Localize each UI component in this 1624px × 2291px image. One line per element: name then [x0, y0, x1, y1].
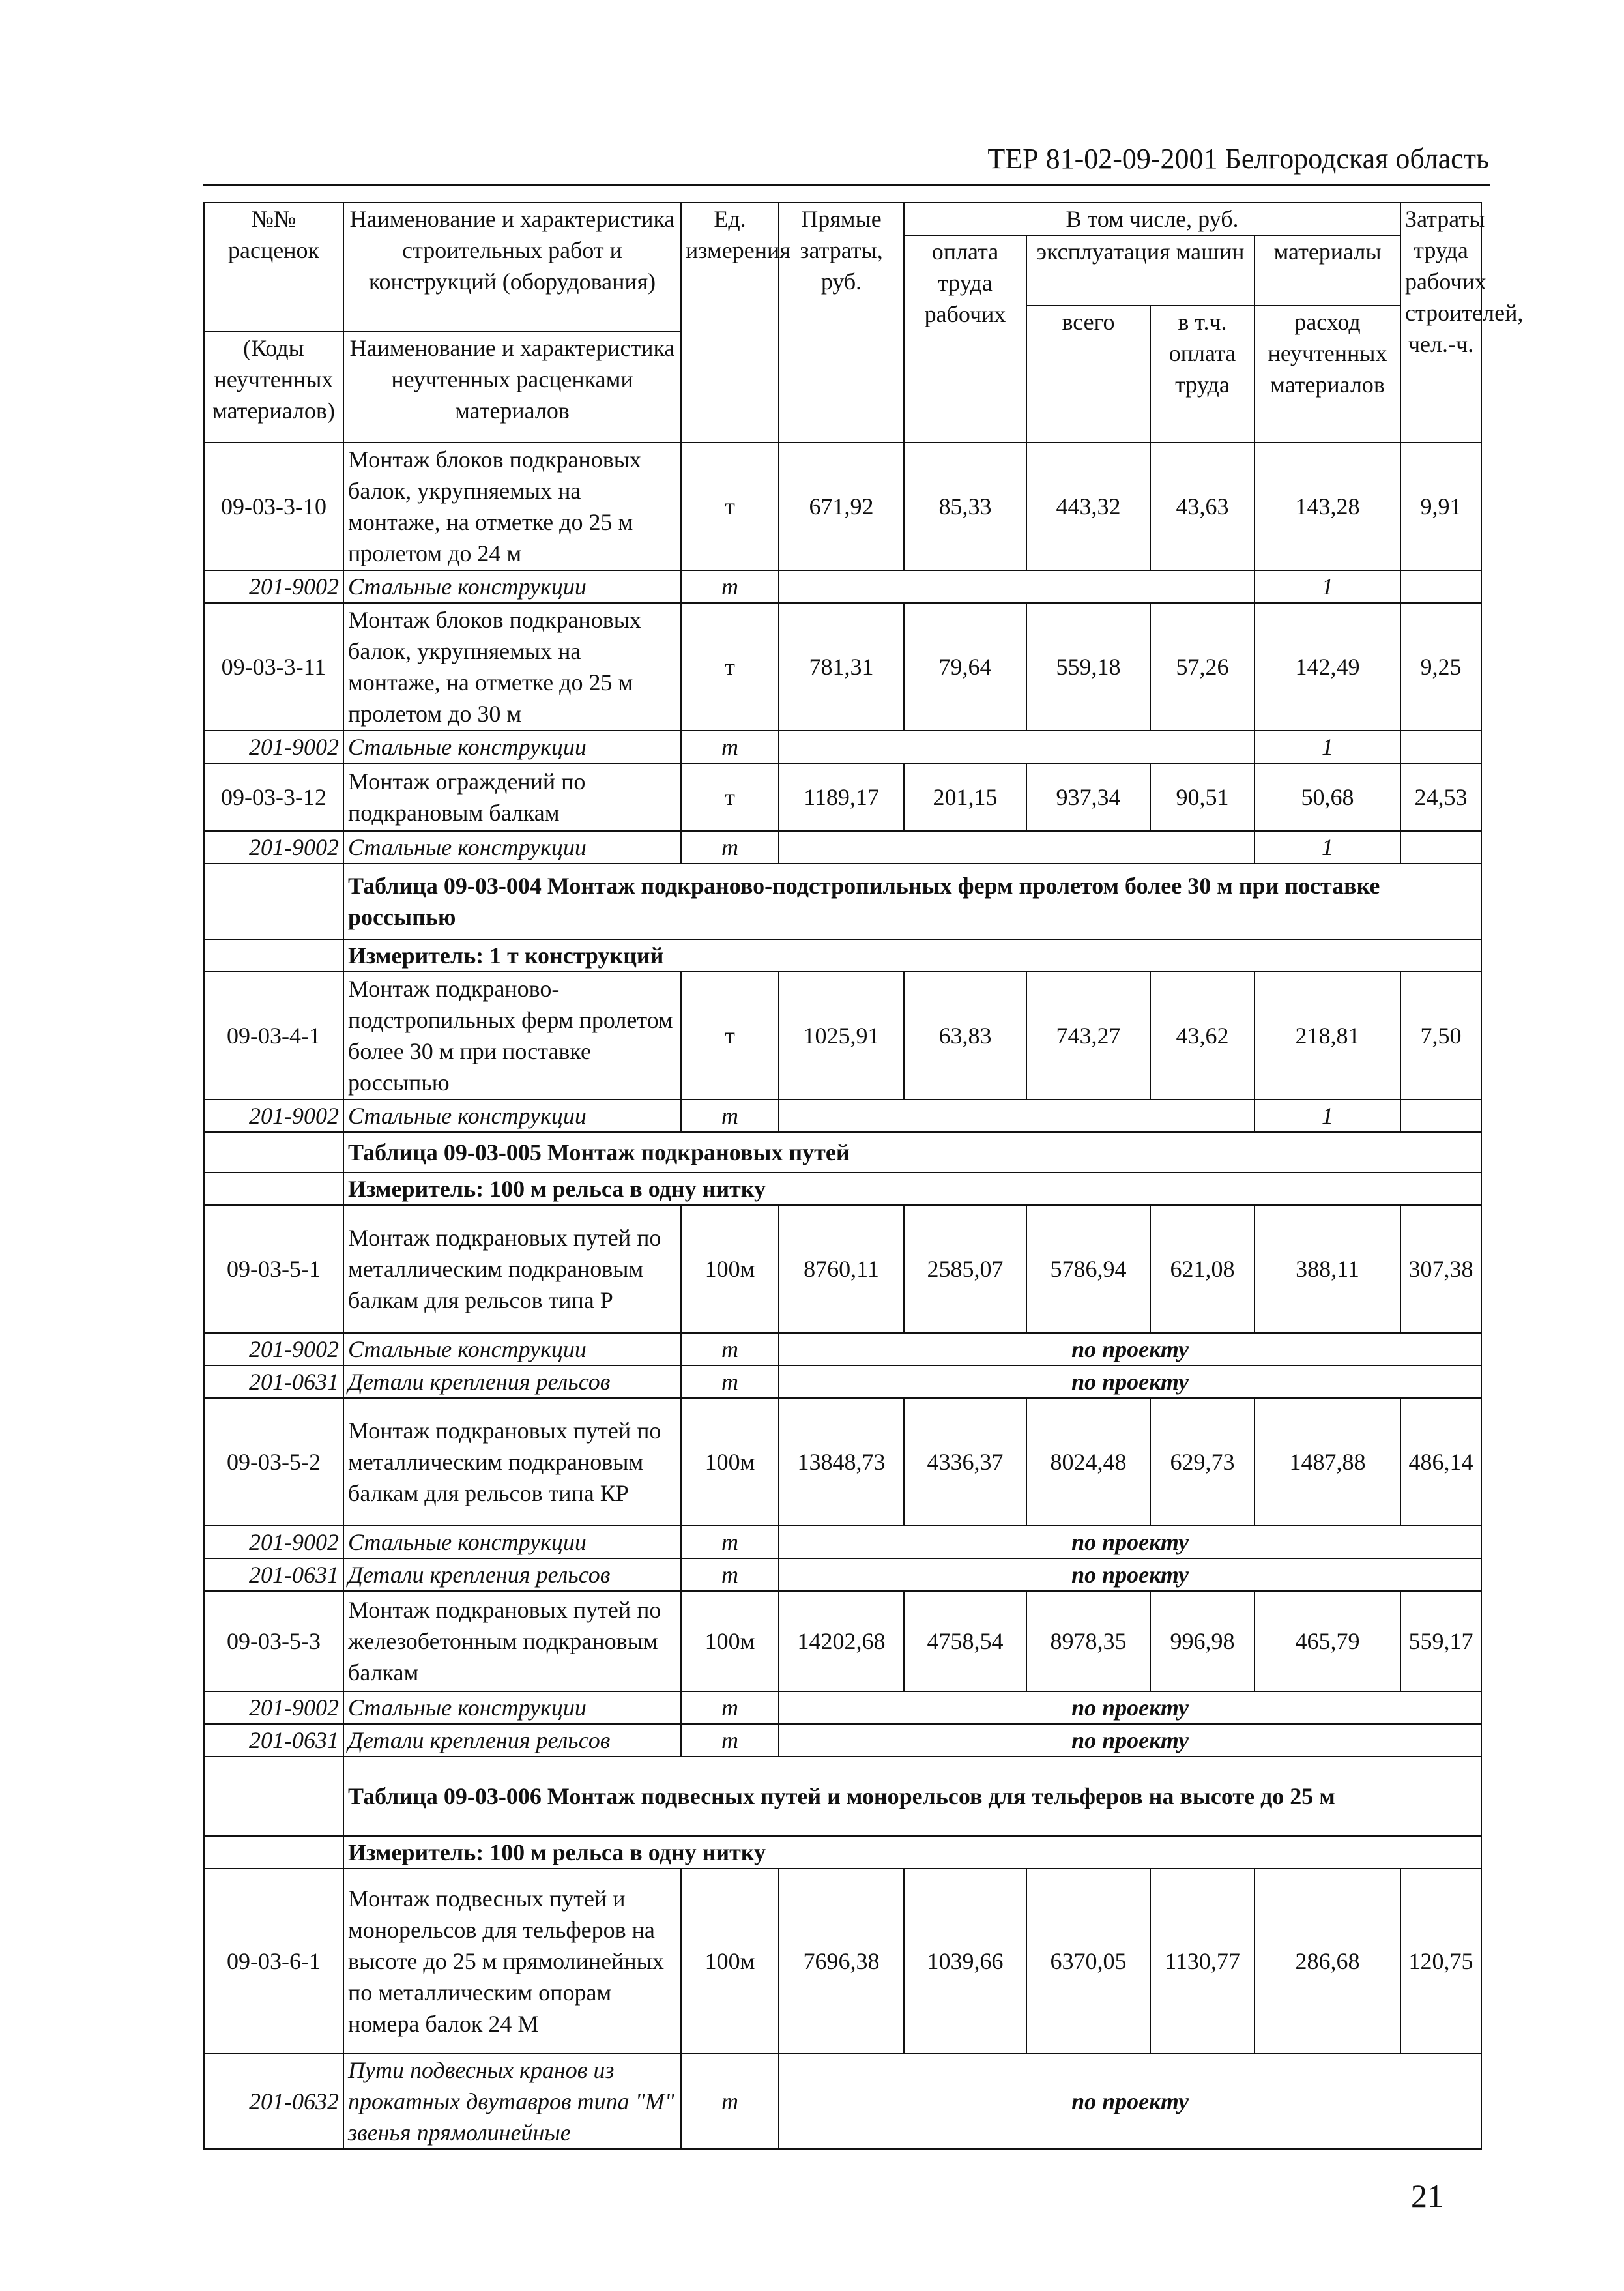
material-row [204, 1724, 1481, 1757]
rate-code: 09-03-4-1 [204, 972, 343, 1100]
value-mach: 937,34 [1026, 763, 1150, 831]
material-row [204, 831, 1481, 864]
value-direct: 1025,91 [779, 972, 904, 1100]
work-description: Монтаж подкрановых путей по железобетонным подкрановым балкам [343, 1591, 681, 1691]
material-qty: 1 [1254, 570, 1400, 603]
value-direct: 7696,38 [779, 1869, 904, 2054]
material-code: 201-9002 [204, 731, 343, 763]
material-qty: по проекту [779, 1724, 1481, 1757]
measure-unit: Измеритель: 100 м рельса в одну нитку [343, 1836, 1481, 1869]
col-header-code: №№ расценок [204, 203, 343, 332]
table-title-row [204, 1132, 1481, 1173]
value-unit: т [681, 763, 779, 831]
value-mach-wages: 57,26 [1150, 603, 1254, 731]
value-mach: 5786,94 [1026, 1205, 1150, 1333]
value-direct: 14202,68 [779, 1591, 904, 1691]
value-mach: 6370,05 [1026, 1869, 1150, 2054]
value-unit: 100м [681, 1869, 779, 2054]
value-mat: 143,28 [1254, 443, 1400, 570]
measure-unit: Измеритель: 100 м рельса в одну нитку [343, 1173, 1481, 1205]
col-header-material-codes: (Коды неучтенных материалов) [204, 332, 343, 443]
value-unit: т [681, 972, 779, 1100]
value-mat: 142,49 [1254, 603, 1400, 731]
value-wages: 201,15 [904, 763, 1026, 831]
value-wages: 79,64 [904, 603, 1026, 731]
empty-cell [779, 570, 1254, 603]
material-qty: по проекту [779, 1691, 1481, 1724]
empty-cell [204, 1173, 343, 1205]
value-mach-wages: 996,98 [1150, 1591, 1254, 1691]
col-header-unit: Ед. измерения [681, 203, 779, 443]
material-qty: по проекту [779, 2054, 1481, 2149]
empty-cell [204, 864, 343, 939]
material-name: Стальные конструкции [343, 1333, 681, 1365]
value-labor: 9,91 [1400, 443, 1481, 570]
material-qty: по проекту [779, 1365, 1481, 1398]
value-unit: 100м [681, 1398, 779, 1526]
table-row [204, 1205, 1481, 1333]
value-labor: 9,25 [1400, 603, 1481, 731]
material-unit: т [681, 1100, 779, 1132]
table-row [204, 603, 1481, 731]
empty-cell [1400, 570, 1481, 603]
value-direct: 1189,17 [779, 763, 904, 831]
rates-table [203, 202, 1524, 2150]
rate-code: 09-03-6-1 [204, 1869, 343, 2054]
material-name: Детали крепления рельсов [343, 1724, 681, 1757]
work-description: Монтаж подкрановых путей по металлическим подкрановым балкам для рельсов типа КР [343, 1398, 681, 1526]
material-qty: по проекту [779, 1526, 1481, 1558]
value-mach-wages: 629,73 [1150, 1398, 1254, 1526]
measure-row [204, 1836, 1481, 1869]
material-code: 201-0631 [204, 1365, 343, 1398]
page-number: 21 [1411, 2178, 1443, 2214]
work-description: Монтаж подкраново-подстропильных ферм пролетом более 30 м при поставке россыпью [343, 972, 681, 1100]
material-unit: т [681, 2054, 779, 2149]
value-mach: 443,32 [1026, 443, 1150, 570]
value-direct: 671,92 [779, 443, 904, 570]
value-labor: 7,50 [1400, 972, 1481, 1100]
material-row [204, 1526, 1481, 1558]
material-row [204, 1365, 1481, 1398]
col-header-material-names: Наименование и характеристика неучтенных расценками материалов [343, 332, 681, 443]
value-unit: 100м [681, 1591, 779, 1691]
material-unit: т [681, 1724, 779, 1757]
work-description: Монтаж подкрановых путей по металлическим подкрановым балкам для рельсов типа Р [343, 1205, 681, 1333]
material-row [204, 1100, 1481, 1132]
rate-code: 09-03-5-3 [204, 1591, 343, 1691]
material-unit: т [681, 1526, 779, 1558]
material-row [204, 1558, 1481, 1591]
material-qty: по проекту [779, 1333, 1481, 1365]
table-row [204, 972, 1481, 1100]
measure-row [204, 939, 1481, 972]
col-header-wages: оплата труда рабочих [904, 235, 1026, 443]
material-row [204, 1691, 1481, 1724]
rate-code: 09-03-3-12 [204, 763, 343, 831]
table-title: Таблица 09-03-006 Монтаж подвесных путей и монорельсов для тельферов на высоте до 25 м [343, 1757, 1481, 1836]
value-mat: 218,81 [1254, 972, 1400, 1100]
value-wages: 1039,66 [904, 1869, 1026, 2054]
work-description: Монтаж блоков подкрановых балок, укрупняемых на монтаже, на отметке до 25 м пролетом до 24 м [343, 443, 681, 570]
value-wages: 4336,37 [904, 1398, 1026, 1526]
col-header-labor: Затраты труда рабочих строителей, чел.-ч. [1400, 203, 1481, 443]
value-wages: 4758,54 [904, 1591, 1026, 1691]
empty-cell [1400, 831, 1481, 864]
value-mach-wages: 43,62 [1150, 972, 1254, 1100]
table-title-row [204, 1757, 1481, 1836]
material-code: 201-9002 [204, 1333, 343, 1365]
col-header-incl: В том числе, руб. [904, 203, 1400, 235]
material-unit: т [681, 1558, 779, 1591]
material-code: 201-9002 [204, 1691, 343, 1724]
material-code: 201-0632 [204, 2054, 343, 2149]
material-name: Стальные конструкции [343, 831, 681, 864]
value-labor: 486,14 [1400, 1398, 1481, 1526]
material-code: 201-0631 [204, 1558, 343, 1591]
rate-code: 09-03-5-1 [204, 1205, 343, 1333]
material-code: 201-9002 [204, 1100, 343, 1132]
table-row [204, 1398, 1481, 1526]
work-description: Монтаж блоков подкрановых балок, укрупняемых на монтаже, на отметке до 25 м пролетом до 30 м [343, 603, 681, 731]
material-row [204, 731, 1481, 763]
measure-unit: Измеритель: 1 т конструкций [343, 939, 1481, 972]
value-mat: 1487,88 [1254, 1398, 1400, 1526]
col-header-direct: Прямые затраты, руб. [779, 203, 904, 443]
value-labor: 24,53 [1400, 763, 1481, 831]
empty-cell [204, 1132, 343, 1173]
rate-code: 09-03-5-2 [204, 1398, 343, 1526]
value-mach-wages: 621,08 [1150, 1205, 1254, 1333]
empty-cell [779, 831, 1254, 864]
material-code: 201-0631 [204, 1724, 343, 1757]
value-mach: 743,27 [1026, 972, 1150, 1100]
empty-cell [779, 1100, 1254, 1132]
work-description: Монтаж ограждений по подкрановым балкам [343, 763, 681, 831]
col-header-materials: материалы [1254, 235, 1400, 306]
material-unit: т [681, 1365, 779, 1398]
material-row [204, 1333, 1481, 1365]
value-mach-wages: 43,63 [1150, 443, 1254, 570]
measure-row [204, 1173, 1481, 1205]
material-qty: по проекту [779, 1558, 1481, 1591]
material-row [204, 2054, 1481, 2149]
value-mat: 286,68 [1254, 1869, 1400, 2054]
material-row [204, 570, 1481, 603]
header-rule [203, 184, 1490, 186]
value-mat: 388,11 [1254, 1205, 1400, 1333]
material-qty: 1 [1254, 831, 1400, 864]
col-header-incl-wages: в т.ч. оплата труда [1150, 306, 1254, 443]
material-name: Стальные конструкции [343, 731, 681, 763]
value-unit: т [681, 603, 779, 731]
col-header-machines: эксплуатация машин [1026, 235, 1254, 306]
table-row [204, 763, 1481, 831]
empty-cell [779, 731, 1254, 763]
value-unit: 100м [681, 1205, 779, 1333]
material-name: Детали крепления рельсов [343, 1558, 681, 1591]
empty-cell [204, 939, 343, 972]
value-mach-wages: 90,51 [1150, 763, 1254, 831]
rate-code: 09-03-3-10 [204, 443, 343, 570]
empty-cell [204, 1757, 343, 1836]
value-direct: 13848,73 [779, 1398, 904, 1526]
material-name: Детали крепления рельсов [343, 1365, 681, 1398]
value-mat: 465,79 [1254, 1591, 1400, 1691]
value-labor: 120,75 [1400, 1869, 1481, 2054]
material-qty: 1 [1254, 731, 1400, 763]
rate-code: 09-03-3-11 [204, 603, 343, 731]
material-code: 201-9002 [204, 1526, 343, 1558]
material-unit: т [681, 831, 779, 864]
material-name: Пути подвесных кранов из прокатных двутавров типа "М" звенья прямолинейные [343, 2054, 681, 2149]
col-header-total: всего [1026, 306, 1150, 443]
material-name: Стальные конструкции [343, 1526, 681, 1558]
material-name: Стальные конструкции [343, 1691, 681, 1724]
empty-cell [1400, 1100, 1481, 1132]
material-unit: т [681, 1333, 779, 1365]
material-unit: т [681, 570, 779, 603]
table-title: Таблица 09-03-005 Монтаж подкрановых путей [343, 1132, 1481, 1173]
empty-cell [1400, 731, 1481, 763]
value-unit: т [681, 443, 779, 570]
work-description: Монтаж подвесных путей и монорельсов для тельферов на высоте до 25 м прямолинейных по металлическим опорам номера балок 24 М [343, 1869, 681, 2054]
table-row [204, 1869, 1481, 2054]
value-wages: 2585,07 [904, 1205, 1026, 1333]
value-mach: 8024,48 [1026, 1398, 1150, 1526]
table-row [204, 443, 1481, 570]
material-name: Стальные конструкции [343, 1100, 681, 1132]
document-header: ТЕР 81-02-09-2001 Белгородская область [987, 143, 1489, 175]
value-mach: 8978,35 [1026, 1591, 1150, 1691]
table-title: Таблица 09-03-004 Монтаж подкраново-подстропильных ферм пролетом более 30 м при поставке россыпью [343, 864, 1481, 939]
empty-cell [204, 1836, 343, 1869]
material-unit: т [681, 731, 779, 763]
col-header-name: Наименование и характеристика строительных работ и конструкций (оборудования) [343, 203, 681, 332]
material-code: 201-9002 [204, 831, 343, 864]
value-mach-wages: 1130,77 [1150, 1869, 1254, 2054]
col-header-consumption: расход неучтенных материалов [1254, 306, 1400, 443]
table-title-row [204, 864, 1481, 939]
table-row [204, 1591, 1481, 1691]
value-wages: 63,83 [904, 972, 1026, 1100]
material-unit: т [681, 1691, 779, 1724]
value-direct: 781,31 [779, 603, 904, 731]
value-direct: 8760,11 [779, 1205, 904, 1333]
value-labor: 559,17 [1400, 1591, 1481, 1691]
value-wages: 85,33 [904, 443, 1026, 570]
value-labor: 307,38 [1400, 1205, 1481, 1333]
value-mach: 559,18 [1026, 603, 1150, 731]
material-name: Стальные конструкции [343, 570, 681, 603]
material-qty: 1 [1254, 1100, 1400, 1132]
material-code: 201-9002 [204, 570, 343, 603]
value-mat: 50,68 [1254, 763, 1400, 831]
